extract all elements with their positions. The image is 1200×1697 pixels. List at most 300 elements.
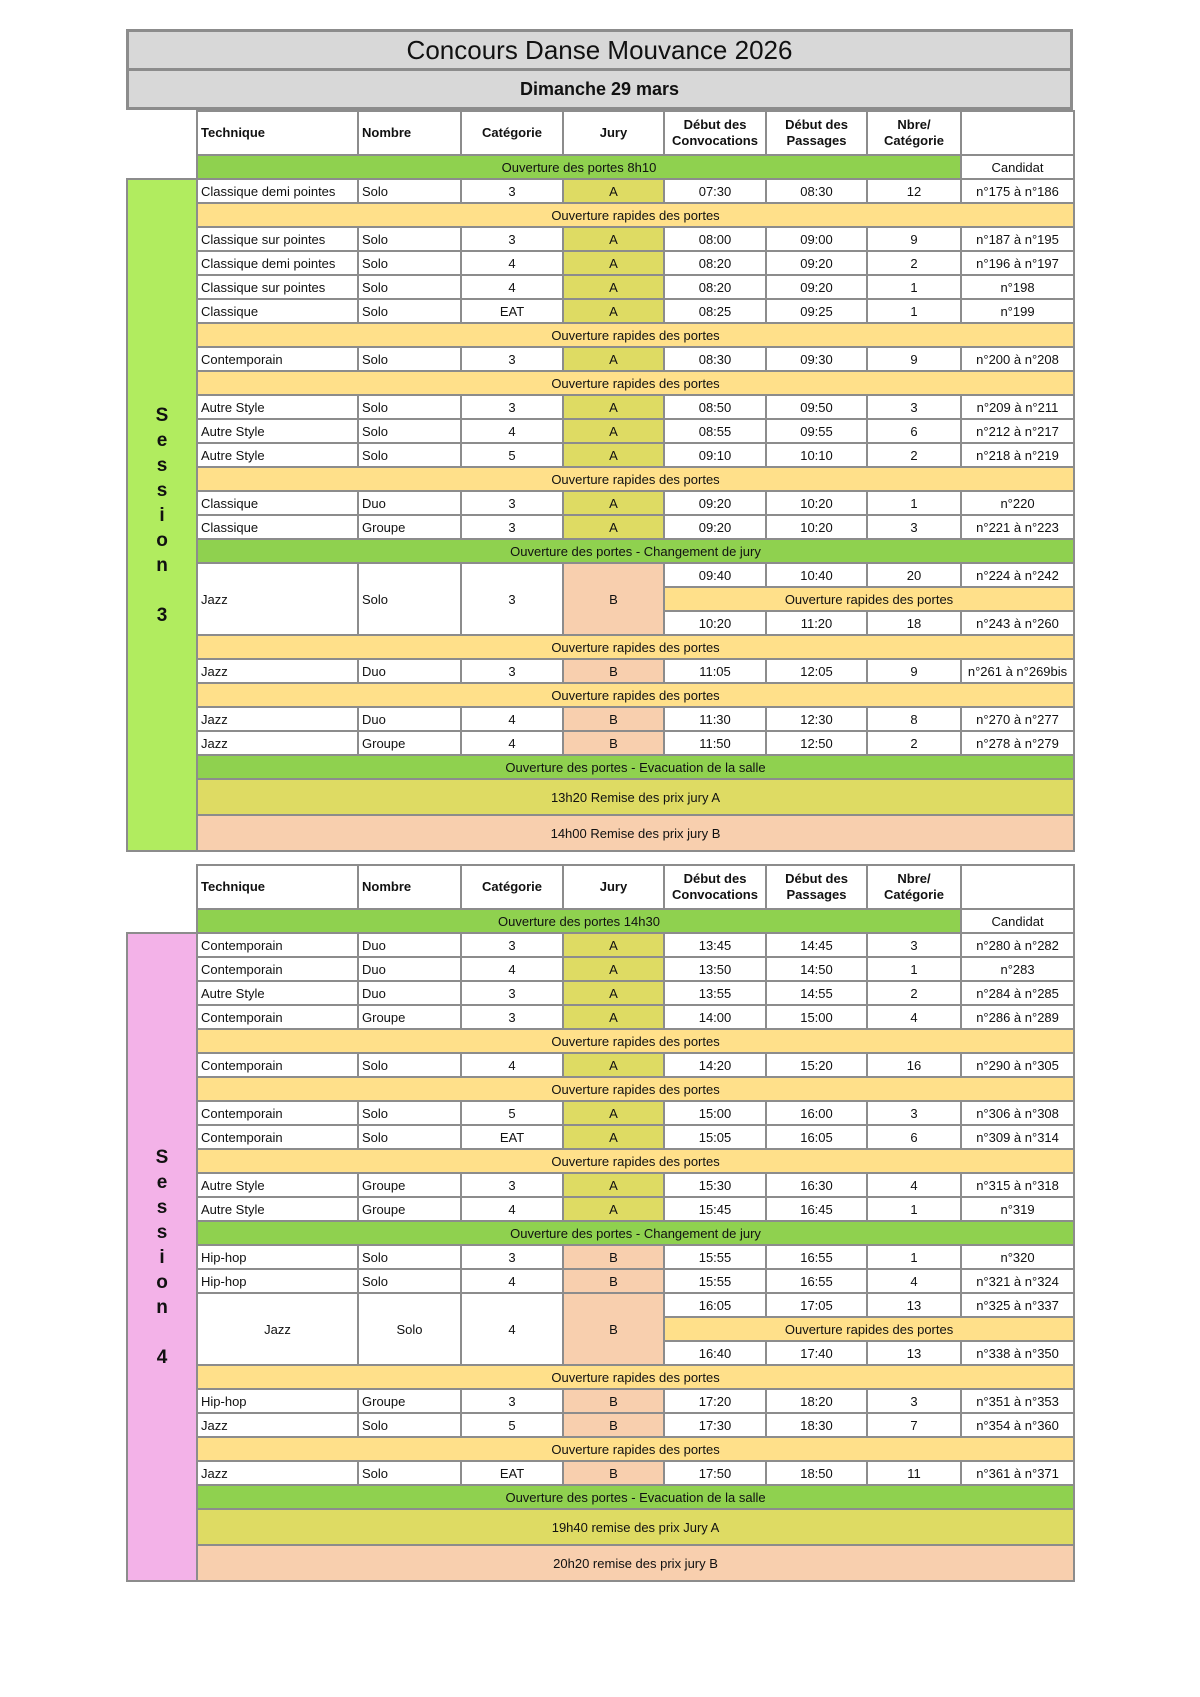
cell-technique: Contemporain <box>197 1005 358 1029</box>
header-spacer <box>127 865 197 909</box>
door-opening-change: Ouverture des portes - Evacuation de la salle <box>197 755 1074 779</box>
header-nombre: Nombre <box>358 865 461 909</box>
cell-categorie: 5 <box>461 1101 563 1125</box>
cell-jury: A <box>563 1173 664 1197</box>
cell-nombre: Solo <box>358 443 461 467</box>
cell-candidat: n°351 à n°353 <box>961 1389 1074 1413</box>
cell-nombre: Solo <box>358 1053 461 1077</box>
header-candidat: Candidat <box>961 909 1074 933</box>
cell-convocation: 09:20 <box>664 491 766 515</box>
door-opening-note: Ouverture rapides des portes <box>197 467 1074 491</box>
cell-convocation: 10:20 <box>664 611 766 635</box>
cell-nombre: Solo <box>358 419 461 443</box>
cell-categorie: 3 <box>461 395 563 419</box>
cell-passage: 16:05 <box>766 1125 867 1149</box>
cell-nombre: Solo <box>358 563 461 635</box>
cell-nbre: 1 <box>867 491 961 515</box>
prize-ceremony-jury-b-row <box>127 815 1074 851</box>
door-opening-note: Ouverture rapides des portes <box>664 587 1074 611</box>
cell-candidat: n°325 à n°337 <box>961 1293 1074 1317</box>
header-jury: Jury <box>563 111 664 155</box>
table-row[interactable] <box>127 1125 1074 1149</box>
table-row[interactable] <box>127 563 1074 587</box>
door-opening-note-row <box>127 683 1074 707</box>
session-table <box>126 852 1075 1582</box>
header-technique: Technique <box>197 111 358 155</box>
prize-ceremony-jury-a-row <box>127 779 1074 815</box>
cell-nbre: 4 <box>867 1173 961 1197</box>
table-row[interactable] <box>127 395 1074 419</box>
cell-jury: B <box>563 1413 664 1437</box>
cell-passage: 09:00 <box>766 227 867 251</box>
table-row[interactable] <box>127 707 1074 731</box>
cell-nombre: Solo <box>358 1461 461 1485</box>
door-opening-note: Ouverture rapides des portes <box>197 1149 1074 1173</box>
cell-passage: 15:00 <box>766 1005 867 1029</box>
cell-categorie: 3 <box>461 491 563 515</box>
cell-passage: 10:40 <box>766 563 867 587</box>
cell-nombre: Groupe <box>358 515 461 539</box>
cell-nombre: Solo <box>358 1125 461 1149</box>
cell-candidat: n°196 à n°197 <box>961 251 1074 275</box>
cell-passage: 17:40 <box>766 1341 867 1365</box>
cell-passage: 14:55 <box>766 981 867 1005</box>
cell-passage: 11:20 <box>766 611 867 635</box>
prize-ceremony-jury-b-row <box>127 1545 1074 1581</box>
cell-candidat: n°338 à n°350 <box>961 1341 1074 1365</box>
cell-nombre: Solo <box>358 275 461 299</box>
cell-jury: A <box>563 1125 664 1149</box>
cell-passage: 14:50 <box>766 957 867 981</box>
cell-nbre: 9 <box>867 347 961 371</box>
header-candidat: Candidat <box>961 155 1074 179</box>
cell-nbre: 16 <box>867 1053 961 1077</box>
schedule-sheet <box>126 29 1073 1582</box>
cell-candidat: n°200 à n°208 <box>961 347 1074 371</box>
door-opening-change-row <box>127 755 1074 779</box>
cell-nbre: 13 <box>867 1341 961 1365</box>
cell-technique: Classique <box>197 515 358 539</box>
cell-jury: A <box>563 347 664 371</box>
cell-convocation: 16:40 <box>664 1341 766 1365</box>
table-row[interactable] <box>127 179 1074 203</box>
cell-jury: A <box>563 515 664 539</box>
cell-categorie: EAT <box>461 299 563 323</box>
header-convocations: Début des Convocations <box>664 111 766 155</box>
door-opening-note: Ouverture rapides des portes <box>197 1365 1074 1389</box>
header-row <box>127 865 1074 909</box>
door-opening-change: Ouverture des portes - Changement de jury <box>197 1221 1074 1245</box>
door-opening-note: Ouverture rapides des portes <box>197 683 1074 707</box>
session-table <box>126 110 1075 852</box>
cell-jury: A <box>563 251 664 275</box>
cell-convocation: 11:30 <box>664 707 766 731</box>
door-opening-note-row <box>127 635 1074 659</box>
cell-passage: 09:30 <box>766 347 867 371</box>
cell-nbre: 6 <box>867 419 961 443</box>
cell-candidat: n°361 à n°371 <box>961 1461 1074 1485</box>
cell-technique: Classique demi pointes <box>197 179 358 203</box>
table-row[interactable] <box>127 1461 1074 1485</box>
prize-ceremony-jury-b: 20h20 remise des prix jury B <box>197 1545 1074 1581</box>
cell-nbre: 13 <box>867 1293 961 1317</box>
cell-passage: 16:00 <box>766 1101 867 1125</box>
cell-jury: B <box>563 1461 664 1485</box>
cell-technique: Classique <box>197 491 358 515</box>
cell-technique: Autre Style <box>197 1173 358 1197</box>
cell-candidat: n°286 à n°289 <box>961 1005 1074 1029</box>
door-opening-note-row <box>127 1437 1074 1461</box>
event-date: Dimanche 29 mars <box>126 71 1073 110</box>
table-row[interactable] <box>127 251 1074 275</box>
cell-nombre: Groupe <box>358 1389 461 1413</box>
header-empty <box>961 111 1074 155</box>
prize-ceremony-jury-a: 13h20 Remise des prix jury A <box>197 779 1074 815</box>
cell-technique: Autre Style <box>197 1197 358 1221</box>
cell-nbre: 4 <box>867 1005 961 1029</box>
cell-nombre: Groupe <box>358 1005 461 1029</box>
cell-convocation: 09:10 <box>664 443 766 467</box>
cell-passage: 12:30 <box>766 707 867 731</box>
opening-spacer <box>127 909 197 933</box>
cell-nbre: 1 <box>867 1245 961 1269</box>
cell-passage: 16:55 <box>766 1245 867 1269</box>
cell-candidat: n°220 <box>961 491 1074 515</box>
door-opening-note: Ouverture rapides des portes <box>197 323 1074 347</box>
cell-technique: Classique demi pointes <box>197 251 358 275</box>
header-nbre-categorie: Nbre/ Catégorie <box>867 111 961 155</box>
cell-categorie: 4 <box>461 731 563 755</box>
cell-categorie: 3 <box>461 933 563 957</box>
cell-technique: Contemporain <box>197 1125 358 1149</box>
door-opening-note-row <box>127 371 1074 395</box>
cell-jury: B <box>563 563 664 635</box>
door-opening-note: Ouverture rapides des portes <box>197 635 1074 659</box>
table-row[interactable] <box>127 981 1074 1005</box>
table-row[interactable] <box>127 1101 1074 1125</box>
door-opening-note: Ouverture rapides des portes <box>664 1317 1074 1341</box>
cell-jury: A <box>563 1005 664 1029</box>
door-opening-note: Ouverture rapides des portes <box>197 1029 1074 1053</box>
cell-nbre: 3 <box>867 1389 961 1413</box>
cell-categorie: 3 <box>461 1389 563 1413</box>
door-opening-note-row <box>127 467 1074 491</box>
prize-ceremony-jury-a-row <box>127 1509 1074 1545</box>
cell-candidat: n°319 <box>961 1197 1074 1221</box>
cell-passage: 12:50 <box>766 731 867 755</box>
cell-nbre: 2 <box>867 443 961 467</box>
cell-categorie: EAT <box>461 1125 563 1149</box>
cell-nbre: 12 <box>867 179 961 203</box>
cell-convocation: 13:55 <box>664 981 766 1005</box>
cell-nbre: 4 <box>867 1269 961 1293</box>
cell-convocation: 08:25 <box>664 299 766 323</box>
cell-categorie: 3 <box>461 659 563 683</box>
cell-jury: B <box>563 1293 664 1365</box>
prize-ceremony-jury-b: 14h00 Remise des prix jury B <box>197 815 1074 851</box>
cell-nombre: Solo <box>358 395 461 419</box>
cell-nbre: 2 <box>867 251 961 275</box>
table-row[interactable] <box>127 1269 1074 1293</box>
header-nombre: Nombre <box>358 111 461 155</box>
cell-passage: 16:45 <box>766 1197 867 1221</box>
cell-categorie: 4 <box>461 957 563 981</box>
cell-technique: Autre Style <box>197 981 358 1005</box>
cell-categorie: 5 <box>461 443 563 467</box>
cell-convocation: 17:30 <box>664 1413 766 1437</box>
cell-nbre: 18 <box>867 611 961 635</box>
cell-jury: B <box>563 1245 664 1269</box>
cell-convocation: 09:40 <box>664 563 766 587</box>
cell-candidat: n°283 <box>961 957 1074 981</box>
cell-jury: A <box>563 981 664 1005</box>
cell-candidat: n°278 à n°279 <box>961 731 1074 755</box>
cell-candidat: n°209 à n°211 <box>961 395 1074 419</box>
table-row[interactable] <box>127 299 1074 323</box>
door-opening-note: Ouverture rapides des portes <box>197 1077 1074 1101</box>
cell-passage: 09:20 <box>766 275 867 299</box>
table-row[interactable] <box>127 347 1074 371</box>
cell-nombre: Solo <box>358 251 461 275</box>
cell-candidat: n°320 <box>961 1245 1074 1269</box>
cell-categorie: 4 <box>461 1197 563 1221</box>
cell-nombre: Solo <box>358 347 461 371</box>
cell-candidat: n°309 à n°314 <box>961 1125 1074 1149</box>
cell-technique: Jazz <box>197 1413 358 1437</box>
cell-technique: Jazz <box>197 731 358 755</box>
header-categorie: Catégorie <box>461 111 563 155</box>
table-row[interactable] <box>127 1053 1074 1077</box>
cell-passage: 12:05 <box>766 659 867 683</box>
cell-candidat: n°290 à n°305 <box>961 1053 1074 1077</box>
cell-jury: A <box>563 275 664 299</box>
session-label: S e s s i o n 3 <box>127 179 197 851</box>
cell-convocation: 13:50 <box>664 957 766 981</box>
cell-nbre: 2 <box>867 981 961 1005</box>
cell-candidat: n°243 à n°260 <box>961 611 1074 635</box>
cell-convocation: 14:20 <box>664 1053 766 1077</box>
table-row[interactable] <box>127 491 1074 515</box>
header-passages: Début des Passages <box>766 111 867 155</box>
table-row[interactable] <box>127 515 1074 539</box>
table-row[interactable] <box>127 1197 1074 1221</box>
cell-technique: Contemporain <box>197 1053 358 1077</box>
table-row[interactable] <box>127 731 1074 755</box>
door-opening-note-row <box>127 1029 1074 1053</box>
cell-passage: 09:55 <box>766 419 867 443</box>
cell-jury: B <box>563 731 664 755</box>
cell-technique: Jazz <box>197 659 358 683</box>
door-opening-change-row <box>127 539 1074 563</box>
cell-nbre: 9 <box>867 227 961 251</box>
cell-categorie: 3 <box>461 227 563 251</box>
table-row[interactable] <box>127 933 1074 957</box>
cell-categorie: 3 <box>461 1173 563 1197</box>
cell-nbre: 8 <box>867 707 961 731</box>
cell-jury: A <box>563 179 664 203</box>
cell-nombre: Groupe <box>358 1173 461 1197</box>
session-label: S e s s i o n 4 <box>127 933 197 1581</box>
cell-convocation: 09:20 <box>664 515 766 539</box>
cell-passage: 08:30 <box>766 179 867 203</box>
cell-nombre: Solo <box>358 299 461 323</box>
cell-convocation: 11:05 <box>664 659 766 683</box>
door-opening-change-row <box>127 1221 1074 1245</box>
cell-convocation: 08:20 <box>664 251 766 275</box>
cell-candidat: n°306 à n°308 <box>961 1101 1074 1125</box>
table-row[interactable] <box>127 1389 1074 1413</box>
cell-candidat: n°261 à n°269bis <box>961 659 1074 683</box>
cell-jury: B <box>563 1269 664 1293</box>
header-empty <box>961 865 1074 909</box>
cell-convocation: 17:20 <box>664 1389 766 1413</box>
table-row[interactable] <box>127 659 1074 683</box>
cell-nbre: 1 <box>867 957 961 981</box>
table-row[interactable] <box>127 227 1074 251</box>
cell-nombre: Solo <box>358 1293 461 1365</box>
cell-nombre: Duo <box>358 933 461 957</box>
cell-technique: Hip-hop <box>197 1389 358 1413</box>
cell-candidat: n°218 à n°219 <box>961 443 1074 467</box>
cell-passage: 09:25 <box>766 299 867 323</box>
cell-categorie: 4 <box>461 707 563 731</box>
cell-passage: 10:10 <box>766 443 867 467</box>
cell-categorie: 4 <box>461 1269 563 1293</box>
table-row[interactable] <box>127 419 1074 443</box>
cell-jury: A <box>563 1197 664 1221</box>
cell-categorie: EAT <box>461 1461 563 1485</box>
cell-nbre: 11 <box>867 1461 961 1485</box>
cell-candidat: n°187 à n°195 <box>961 227 1074 251</box>
table-row[interactable] <box>127 1005 1074 1029</box>
cell-nbre: 7 <box>867 1413 961 1437</box>
cell-jury: A <box>563 299 664 323</box>
section-gap <box>127 852 1074 865</box>
cell-convocation: 13:45 <box>664 933 766 957</box>
cell-categorie: 4 <box>461 1293 563 1365</box>
cell-convocation: 08:55 <box>664 419 766 443</box>
cell-nbre: 3 <box>867 395 961 419</box>
table-row[interactable] <box>127 1173 1074 1197</box>
table-row[interactable] <box>127 275 1074 299</box>
cell-candidat: n°199 <box>961 299 1074 323</box>
cell-technique: Contemporain <box>197 933 358 957</box>
cell-candidat: n°221 à n°223 <box>961 515 1074 539</box>
cell-nbre: 1 <box>867 299 961 323</box>
table-row[interactable] <box>127 1245 1074 1269</box>
page-title: Concours Danse Mouvance 2026 <box>126 29 1073 71</box>
cell-categorie: 3 <box>461 563 563 635</box>
cell-jury: B <box>563 659 664 683</box>
cell-nombre: Groupe <box>358 731 461 755</box>
cell-nombre: Duo <box>358 981 461 1005</box>
cell-convocation: 08:20 <box>664 275 766 299</box>
door-opening-note: Ouverture rapides des portes <box>197 203 1074 227</box>
cell-passage: 18:30 <box>766 1413 867 1437</box>
door-opening-note: Ouverture rapides des portes <box>197 371 1074 395</box>
cell-convocation: 11:50 <box>664 731 766 755</box>
cell-convocation: 08:50 <box>664 395 766 419</box>
door-opening-change-row <box>127 1485 1074 1509</box>
header-convocations: Début des Convocations <box>664 865 766 909</box>
cell-technique: Contemporain <box>197 1101 358 1125</box>
cell-technique: Autre Style <box>197 443 358 467</box>
opening-row <box>127 909 1074 933</box>
cell-jury: A <box>563 227 664 251</box>
table-row[interactable] <box>127 1413 1074 1437</box>
cell-nbre: 20 <box>867 563 961 587</box>
cell-candidat: n°198 <box>961 275 1074 299</box>
header-passages: Début des Passages <box>766 865 867 909</box>
cell-jury: B <box>563 1389 664 1413</box>
cell-nbre: 3 <box>867 515 961 539</box>
cell-nombre: Duo <box>358 957 461 981</box>
cell-technique: Jazz <box>197 1293 358 1365</box>
prize-ceremony-jury-a: 19h40 remise des prix Jury A <box>197 1509 1074 1545</box>
cell-passage: 18:20 <box>766 1389 867 1413</box>
opening-banner: Ouverture des portes 14h30 <box>197 909 961 933</box>
table-row[interactable] <box>127 957 1074 981</box>
cell-categorie: 3 <box>461 347 563 371</box>
cell-nombre: Solo <box>358 1245 461 1269</box>
cell-categorie: 3 <box>461 981 563 1005</box>
cell-candidat: n°212 à n°217 <box>961 419 1074 443</box>
cell-passage: 09:20 <box>766 251 867 275</box>
table-row[interactable] <box>127 1293 1074 1317</box>
cell-convocation: 14:00 <box>664 1005 766 1029</box>
cell-candidat: n°321 à n°324 <box>961 1269 1074 1293</box>
cell-jury: A <box>563 1101 664 1125</box>
cell-technique: Hip-hop <box>197 1245 358 1269</box>
cell-candidat: n°284 à n°285 <box>961 981 1074 1005</box>
cell-convocation: 15:05 <box>664 1125 766 1149</box>
cell-nbre: 2 <box>867 731 961 755</box>
cell-passage: 10:20 <box>766 515 867 539</box>
cell-jury: A <box>563 395 664 419</box>
cell-candidat: n°224 à n°242 <box>961 563 1074 587</box>
cell-technique: Jazz <box>197 1461 358 1485</box>
cell-categorie: 3 <box>461 1005 563 1029</box>
cell-categorie: 4 <box>461 275 563 299</box>
cell-nombre: Solo <box>358 1101 461 1125</box>
cell-convocation: 16:05 <box>664 1293 766 1317</box>
door-opening-change: Ouverture des portes - Evacuation de la salle <box>197 1485 1074 1509</box>
cell-categorie: 4 <box>461 419 563 443</box>
header-jury: Jury <box>563 865 664 909</box>
cell-passage: 16:30 <box>766 1173 867 1197</box>
cell-nombre: Solo <box>358 179 461 203</box>
cell-passage: 15:20 <box>766 1053 867 1077</box>
door-opening-note-row <box>127 1365 1074 1389</box>
cell-nombre: Duo <box>358 491 461 515</box>
cell-jury: A <box>563 933 664 957</box>
cell-passage: 17:05 <box>766 1293 867 1317</box>
cell-jury: A <box>563 1053 664 1077</box>
cell-nombre: Solo <box>358 1413 461 1437</box>
cell-nombre: Duo <box>358 707 461 731</box>
cell-categorie: 4 <box>461 251 563 275</box>
cell-convocation: 15:00 <box>664 1101 766 1125</box>
cell-nombre: Solo <box>358 227 461 251</box>
opening-banner: Ouverture des portes 8h10 <box>197 155 961 179</box>
cell-passage: 18:50 <box>766 1461 867 1485</box>
table-row[interactable] <box>127 443 1074 467</box>
cell-convocation: 15:55 <box>664 1245 766 1269</box>
cell-nombre: Duo <box>358 659 461 683</box>
header-row <box>127 111 1074 155</box>
cell-technique: Classique sur pointes <box>197 275 358 299</box>
header-categorie: Catégorie <box>461 865 563 909</box>
